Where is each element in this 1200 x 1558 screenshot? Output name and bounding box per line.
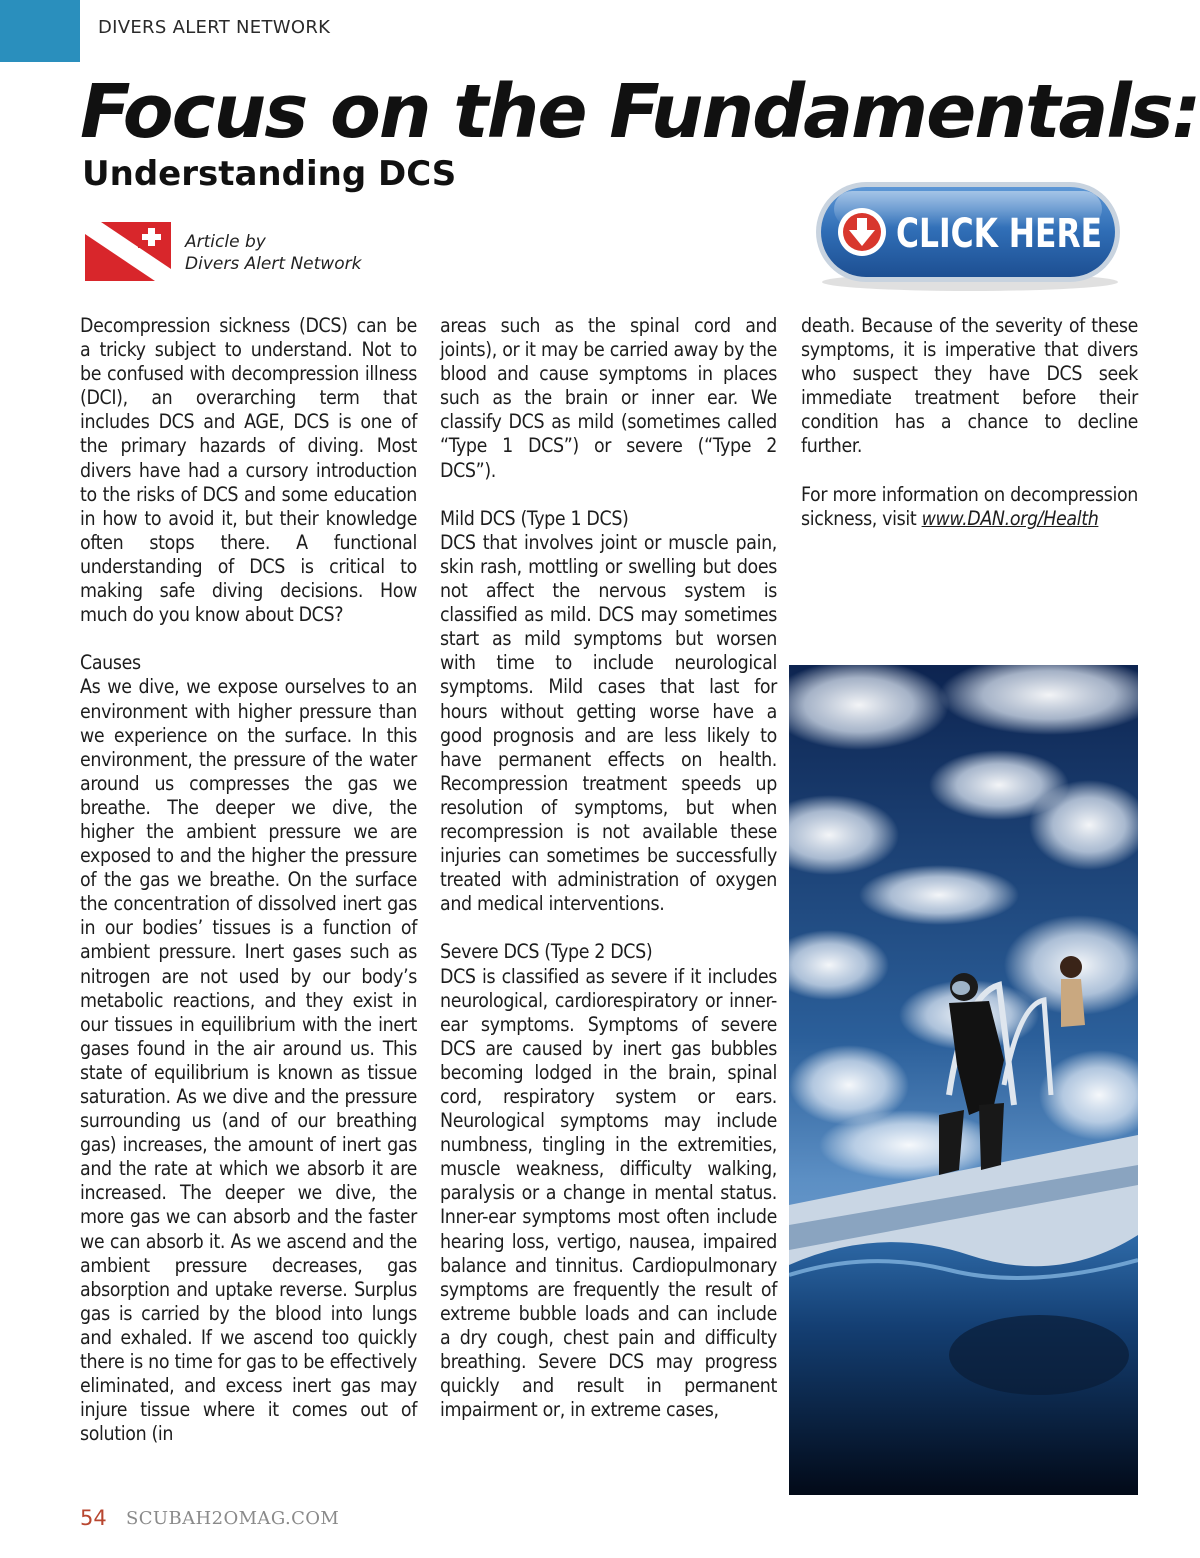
dan-health-link[interactable]: www.DAN.org/Health bbox=[921, 506, 1099, 530]
page-number: 54 bbox=[80, 1506, 107, 1530]
byline-author: Divers Alert Network bbox=[185, 254, 362, 274]
causes-heading: Causes bbox=[80, 651, 141, 675]
download-arrow-icon bbox=[838, 208, 886, 256]
byline bbox=[185, 231, 361, 275]
causes-paragraph: As we dive, we expose ourselves to an environment with higher pressure than we experience on the surface. In this environment, the pressure of the water around us compresses the gas we breathe. The deeper we dive, the higher the ambient pressure we are exposed to and the higher the pressure of the gas we breathe. On the surface the concentration of dissolved inert gas in our bodies’ tissues is a function of ambient pressure. Inert gases such as nitrogen are not used by our body’s metabolic reactions, and they exist in our tissues in equilibrium with the inert gases found in the air around us. This state of equilibrium is known as tissue saturation. As we dive and the pressure surrounding us (and of our breathing gas) increases, the amount of inert gas and the rate at which we absorb it are increased. The deeper we dive, the more gas we can absorb and the faster we can absorb it. As we ascend and the ambient pressure decreases, gas absorption and uptake reverse. Surplus gas is carried by the blood into lungs and exhaled. If we ascend too quickly there is no time for gas to be effectively eliminated, and excess inert gas may injure tissue where it comes out of solution (in bbox=[80, 675, 417, 1446]
body-column-2 bbox=[440, 314, 777, 1446]
mild-dcs-heading: Mild DCS (Type 1 DCS) bbox=[440, 506, 629, 530]
article-subtitle: Understanding DCS bbox=[82, 154, 457, 194]
dan-flag-logo bbox=[85, 222, 171, 281]
section-tab bbox=[0, 0, 80, 62]
severe-dcs-paragraph: DCS is classified as severe if it includes neurological, cardiorespiratory or inner-ear symptoms. Symptoms of severe DCS are caused by inert gas bubbles becoming lodged in the brain, spinal cord, respiratory system or ears. Neurological symptoms may include numbness, tingling in the extremities, muscle weakness, difficulty walking, paralysis or a change in mental status. Inner-ear symptoms most often include hearing loss, vertigo, nausea, impaired balance and tinnitus. Cardiopulmonary symptoms are frequently the result of extreme bubble loads and can include a dry cough, chest pain and difficulty breathing. Severe DCS may progress quickly and result in permanent impairment or, in extreme cases, bbox=[440, 964, 777, 1422]
click-here-button[interactable] bbox=[812, 178, 1124, 294]
diver-boat-photo bbox=[789, 665, 1138, 1495]
severity-paragraph: death. Because of the severity of these symptoms, it is imperative that divers who suspect they have DCS seek immediate treatment before their condition has a chance to decline further. bbox=[801, 314, 1138, 458]
intro-paragraph: Decompression sickness (DCS) can be a tricky subject to understand. Not to be confused with decompression illness (DCI), an overarching term that includes DCS and AGE, DCS is one of the primary hazards of diving. Most divers have had a cursory introduction to the risks of DCS and some education in how to avoid it, but their knowledge often stops there. A functional understanding of DCS is critical to making safe diving decisions. How much do you know about DCS? bbox=[80, 314, 417, 627]
byline-prefix: Article by bbox=[185, 232, 266, 252]
footer-site: SCUBAH2OMAG.COM bbox=[126, 1508, 340, 1529]
mild-dcs-paragraph: DCS that involves joint or muscle pain, skin rash, mottling or swelling but does not affect the nervous system is classified as mild. DCS may sometimes start as mild symptoms but worsen with time to include neurological symptoms. Mild cases that last for hours without getting worse have a good prognosis and are less likely to have permanent effects on health. Recompression treatment speeds up resolution of symptoms, but when recompression is not available these injuries can sometimes be successfully treated with administration of oxygen and medical interventions. bbox=[440, 530, 777, 916]
more-info-paragraph bbox=[801, 483, 1138, 531]
continuation-paragraph: areas such as the spinal cord and joints), or it may be carried away by the blood and cause symptoms in places such as the brain or inner ear. We classify DCS as mild (sometimes called “Type 1 DCS”) or severe (“Type 2 DCS”). bbox=[440, 314, 777, 482]
section-label: DIVERS ALERT NETWORK bbox=[98, 17, 331, 38]
article-title: Focus on the Fundamentals: bbox=[80, 69, 1200, 155]
more-info-text: For more information on decompression sickness, visit bbox=[801, 482, 1138, 530]
click-here-label: CLICK HERE bbox=[896, 211, 1102, 257]
body-column-3 bbox=[801, 314, 1138, 555]
body-column-1 bbox=[80, 314, 417, 1471]
severe-dcs-heading: Severe DCS (Type 2 DCS) bbox=[440, 940, 653, 964]
